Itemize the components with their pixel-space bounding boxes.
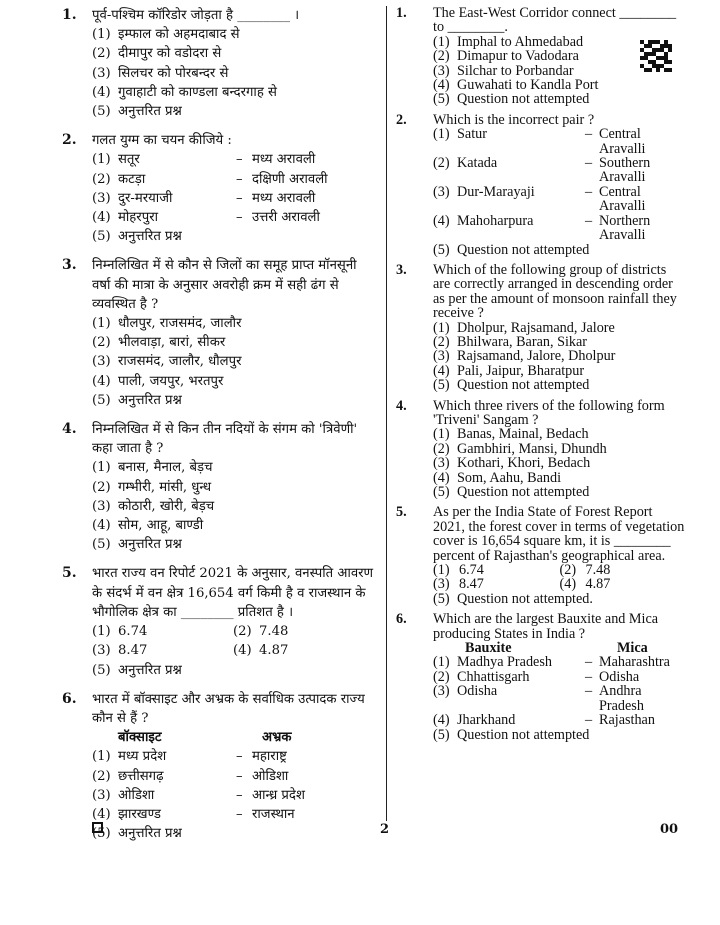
pair-right: आन्ध्र प्रदेश (252, 787, 305, 803)
option (560, 563, 687, 577)
option (433, 442, 686, 456)
pair-dash: – (236, 152, 243, 168)
option (92, 478, 374, 497)
option-number: (1) (433, 33, 450, 50)
option (433, 563, 560, 577)
option-number: (5) (92, 229, 111, 245)
option-number: (5) (92, 826, 111, 842)
page-marker-square (92, 822, 103, 833)
pair-left: Odisha (457, 683, 498, 700)
option-text: अनुत्तरित प्रश्न (118, 662, 182, 678)
option-pair (118, 170, 374, 189)
option (433, 670, 686, 684)
pair-left: Mahoharpura (457, 212, 534, 229)
pair-dash: – (585, 654, 593, 671)
option (433, 335, 686, 349)
option-number: (3) (433, 683, 450, 700)
question-gap (92, 680, 374, 690)
option-text: Dholpur, Rajsamand, Jalore (457, 319, 615, 336)
option (92, 314, 374, 333)
qr-code (640, 40, 672, 72)
pair-dash: – (236, 768, 243, 784)
pair-dash: – (585, 668, 593, 685)
option-text: सोम, आहू, बाण्डी (118, 518, 204, 534)
option-number: (5) (92, 104, 111, 120)
option-pair (118, 805, 374, 824)
option (92, 227, 374, 246)
pair-right: Southern Aravalli (599, 155, 651, 186)
option-number: (2) (433, 155, 450, 172)
option-text: अनुत्तरित प्रश्न (118, 229, 182, 245)
question-stem: भारत राज्य वन रिपोर्ट 2021 के अनुसार, वनस्पति आवरण के संदर्भ में वन क्षेत्र 16,654 वर्ग किमी है व राजस्थान के भौगोलिक क्षेत्र का ________ प्रतिशत है । (92, 566, 374, 620)
question-gap (92, 410, 374, 420)
pair-left: Jharkhand (457, 712, 516, 729)
option-row (92, 622, 374, 641)
pair-right: दक्षिणी अरावली (252, 171, 328, 187)
option (92, 747, 374, 766)
option-number: (4) (559, 576, 577, 593)
option-number: (3) (92, 498, 111, 514)
option-text: गम्भीरी, मांसी, धुन्ध (118, 479, 212, 495)
option-text: Rajsamand, Jalore, Dholpur (457, 348, 616, 365)
option (433, 577, 560, 591)
question-stem: निम्नलिखित में से कौन से जिलों का समूह प्राप्त मॉनसूनी वर्षा की मात्रा के अनुसार अवरोही क्रम में सही ढंग से व्यवस्थित है ? (92, 258, 357, 312)
question-number: 3. (62, 257, 77, 274)
option-number: (2) (433, 333, 450, 350)
option-text: Question not attempted (457, 241, 590, 258)
question (62, 256, 374, 410)
option-number: (4) (233, 643, 252, 659)
option-text: अनुत्तरित प्रश्न (118, 537, 182, 553)
option (92, 458, 374, 477)
question (396, 113, 686, 257)
question-body (92, 690, 374, 844)
option (92, 170, 374, 189)
option (92, 516, 374, 535)
question (396, 505, 686, 606)
pair-left: दुर-मरयाजी (118, 190, 173, 206)
option-number: (1) (92, 152, 111, 168)
paper-code: 00 (660, 822, 679, 837)
option (92, 767, 374, 786)
question-body (92, 564, 374, 679)
question-stem: निम्नलिखित में से किन तीन नदियों के संगम को 'त्रिवेणी' कहा जाता है ? (92, 422, 358, 457)
pair-left: कटड़ा (118, 171, 146, 187)
pair-header-right: अभ्रक (262, 730, 292, 746)
option-pair (118, 208, 374, 227)
option (433, 243, 686, 257)
question-number: 5. (396, 504, 407, 521)
option (433, 471, 686, 485)
question (62, 564, 374, 679)
option-number: (2) (233, 624, 252, 640)
option (92, 497, 374, 516)
question-gap (92, 246, 374, 256)
pair-right: Odisha (599, 668, 640, 685)
question-body (92, 131, 374, 246)
pair-headers (433, 641, 686, 655)
option-number: (5) (433, 590, 450, 607)
option-number: (4) (433, 712, 450, 729)
option-number: (1) (92, 316, 111, 332)
question-gap (92, 121, 374, 131)
question-gap (92, 843, 374, 853)
english-column (396, 6, 686, 748)
pair-dash: – (585, 126, 593, 143)
option-number: (1) (433, 426, 450, 443)
question (396, 399, 686, 500)
question-number: 6. (62, 690, 77, 707)
option (433, 321, 686, 335)
option (433, 214, 686, 243)
option-text: 7.48 (585, 562, 611, 579)
pair-right: मध्य अरावली (252, 152, 316, 168)
option-pair (457, 214, 686, 243)
pair-right: उत्तरी अरावली (252, 210, 320, 226)
question (396, 263, 686, 393)
option (92, 372, 374, 391)
pair-header-right: Mica (617, 640, 648, 657)
option (92, 661, 374, 680)
option (433, 485, 686, 499)
option (92, 333, 374, 352)
option-number: (3) (92, 787, 111, 803)
option-number: (2) (92, 768, 111, 784)
option-number: (4) (92, 373, 111, 389)
question-body (396, 263, 686, 393)
option-pair (118, 150, 374, 169)
option-text: दीमापुर को वडोदरा से (118, 46, 222, 62)
option-number: (3) (433, 455, 450, 472)
option-number: (3) (92, 643, 111, 659)
pair-dash: – (585, 683, 593, 700)
pair-left: झारखण्ड (118, 806, 161, 822)
option (433, 728, 686, 742)
pair-dash: – (585, 183, 593, 200)
question (62, 420, 374, 554)
pair-right: Maharashtra (599, 654, 670, 671)
pair-left: Chhattisgarh (457, 668, 530, 685)
option-number: (5) (433, 484, 450, 500)
option (233, 622, 374, 641)
question-stem: पूर्व-पश्चिम कॉरिडोर जोड़ता है ________ । (92, 8, 300, 23)
option-text: Pali, Jaipur, Bharatpur (457, 362, 585, 379)
option-number: (2) (433, 48, 450, 65)
option-pair (457, 670, 686, 684)
option-pair (118, 189, 374, 208)
option-text: 7.48 (259, 624, 289, 640)
option-text: कोठारी, खोरी, बेड़च (118, 498, 215, 514)
option-text: Question not attempted (457, 377, 590, 394)
option (92, 25, 374, 44)
option-text: Silchar to Porbandar (457, 62, 574, 79)
option (92, 208, 374, 227)
option-text: Question not attempted (457, 484, 590, 500)
option (92, 352, 374, 371)
option (433, 684, 686, 713)
option-text: 4.87 (259, 643, 289, 659)
option-row (92, 641, 374, 660)
option (433, 92, 686, 106)
option-text: अनुत्तरित प्रश्न (118, 392, 182, 408)
question-number: 1. (62, 7, 77, 23)
question-gap (396, 742, 686, 748)
option (92, 102, 374, 121)
question-number: 1. (396, 5, 407, 21)
option (433, 456, 686, 470)
option-pair (457, 713, 686, 727)
option-text: गुवाहाटी को काण्डला बन्दरगाह से (118, 84, 277, 100)
pair-left: मध्य प्रदेश (118, 749, 167, 765)
pair-left: Katada (457, 155, 498, 172)
option (233, 641, 374, 660)
option (433, 127, 686, 156)
option-number: (1) (433, 126, 450, 143)
question-stem: Which of the following group of districts are correctly arranged in descending order as per the amount of monsoon rainfall they receive ? (433, 261, 677, 322)
option (92, 641, 233, 660)
option-number: (1) (92, 624, 111, 640)
option (92, 189, 374, 208)
option-number: (2) (433, 668, 450, 685)
option (92, 622, 233, 641)
option-number: (1) (92, 749, 111, 765)
option-text: Question not attempted (457, 91, 590, 108)
option-number: (4) (92, 806, 111, 822)
option-text: राजसमंद, जालौर, धौलपुर (118, 354, 242, 370)
pair-left: मोहरपुरा (118, 210, 158, 226)
option-text: बनास, मैनाल, बेड़च (118, 460, 213, 476)
option (433, 78, 686, 92)
option-number: (3) (92, 354, 111, 370)
pair-dash: – (236, 749, 243, 765)
pair-left: Dur-Marayaji (457, 183, 535, 200)
question-body (396, 612, 686, 742)
pair-headers (92, 728, 374, 747)
question-body (396, 505, 686, 606)
option-number: (3) (92, 65, 111, 81)
option-number: (2) (559, 562, 577, 579)
option-number: (4) (92, 518, 111, 534)
question (396, 612, 686, 742)
option-text: धौलपुर, राजसमंद, जालौर (118, 316, 242, 332)
option-number: (3) (433, 62, 450, 79)
pair-header-left: Bauxite (465, 640, 512, 657)
option (92, 786, 374, 805)
pair-right: Central Aravalli (599, 183, 646, 215)
pair-dash: – (236, 190, 243, 206)
option-text: अनुत्तरित प्रश्न (118, 826, 182, 842)
pair-right: Northern Aravalli (599, 212, 651, 244)
option (92, 64, 374, 83)
option (433, 185, 686, 214)
pair-right: Andhra Pradesh (599, 683, 644, 714)
question-stem: The East-West Corridor connect ________ to ________. (433, 5, 677, 36)
question-number: 2. (62, 132, 77, 149)
option-number: (4) (433, 469, 450, 486)
option-text: Banas, Mainal, Bedach (457, 426, 589, 443)
option-text: Guwahati to Kandla Port (457, 77, 599, 94)
question-body (396, 113, 686, 257)
option (92, 535, 374, 554)
option-number: (2) (92, 171, 111, 187)
pair-left: छत्तीसगढ़ (118, 768, 164, 784)
option-number: (4) (433, 77, 450, 94)
option-number: (4) (433, 362, 450, 379)
option-text: भीलवाड़ा, बारां, सीकर (118, 335, 226, 351)
option-text: Gambhiri, Mansi, Dhundh (457, 440, 607, 457)
option-text: 8.47 (459, 576, 484, 593)
question-body (92, 6, 374, 121)
question-stem: Which are the largest Bauxite and Mica producing States in India ? (433, 611, 659, 642)
option-text: 6.74 (459, 562, 484, 579)
question-number: 4. (62, 421, 77, 438)
option-number: (2) (92, 479, 111, 495)
pair-left: ओडिशा (118, 787, 155, 803)
option (92, 824, 374, 843)
pair-right: मध्य अरावली (252, 190, 316, 206)
pair-dash: – (236, 806, 243, 822)
option (92, 805, 374, 824)
pair-right: राजस्थान (252, 806, 295, 822)
pair-dash: – (236, 787, 243, 803)
option-row (433, 563, 686, 577)
option-number: (2) (92, 46, 111, 62)
pair-right: Central Aravalli (599, 126, 646, 157)
option-number: (1) (92, 27, 111, 43)
question-stem: भारत में बॉक्साइट और अभ्रक के सर्वाधिक उत्पादक राज्य कौन से हैं ? (92, 691, 365, 726)
hindi-column (62, 6, 374, 853)
pair-left: सतूर (118, 152, 140, 168)
option-text: Bhilwara, Baran, Sikar (457, 333, 588, 350)
pair-dash: – (585, 155, 593, 172)
question-body (92, 420, 374, 554)
question-stem: As per the India State of Forest Report 2021, the forest cover in terms of vegetation cover is 16,654 square km, it is ________ percent of Rajasthan's geographical area. (433, 504, 685, 564)
option-text: इम्फाल को अहमदाबाद से (118, 27, 240, 43)
option-number: (5) (92, 537, 111, 553)
question-body (92, 256, 374, 410)
question (62, 131, 374, 246)
column-divider (386, 6, 387, 821)
question (62, 690, 374, 844)
option-number: (5) (433, 377, 450, 394)
question-stem: गलत युग्म का चयन कीजिये : (92, 133, 232, 149)
option-text: Question not attempted (457, 726, 590, 743)
option-number: (5) (92, 662, 111, 678)
question-number: 3. (396, 261, 407, 278)
option (92, 83, 374, 102)
question-number: 6. (396, 611, 407, 628)
page-number: 2 (380, 822, 390, 837)
pair-dash: – (236, 210, 243, 226)
option (433, 156, 686, 185)
question (62, 6, 374, 121)
question-body (396, 399, 686, 500)
option-text: अनुत्तरित प्रश्न (118, 104, 182, 120)
option-text: Dimapur to Vadodara (457, 48, 579, 65)
option-row (433, 577, 686, 591)
option-pair (118, 786, 374, 805)
pair-right: Rajasthan (599, 712, 655, 729)
option (92, 391, 374, 410)
question-number: 5. (62, 565, 77, 582)
option-number: (1) (433, 562, 450, 579)
pair-dash: – (585, 712, 593, 729)
option-pair (457, 185, 686, 214)
option-text: Imphal to Ahmedabad (457, 33, 584, 50)
option-text: सिलचर को पोरबन्दर से (118, 65, 229, 81)
option-number: (1) (433, 654, 450, 671)
option-number: (3) (433, 576, 450, 593)
option-pair (457, 655, 686, 669)
option-number: (3) (433, 183, 450, 200)
option-number: (2) (433, 440, 450, 457)
pair-dash: – (585, 212, 593, 229)
option-number: (5) (92, 392, 111, 408)
option-text: Kothari, Khori, Bedach (457, 455, 591, 472)
option-number: (3) (433, 348, 450, 365)
option (433, 655, 686, 669)
option-pair (457, 684, 686, 713)
option (433, 378, 686, 392)
option-text: Som, Aahu, Bandi (457, 469, 562, 486)
pair-right: महाराष्ट्र (252, 749, 287, 765)
option (433, 713, 686, 727)
option-pair (118, 747, 374, 766)
pair-header-left: बॉक्साइट (118, 730, 162, 746)
option (92, 44, 374, 63)
option-number: (5) (433, 726, 450, 743)
option-pair (118, 767, 374, 786)
pair-left: Satur (457, 126, 487, 143)
question-stem: Which three rivers of the following form 'Triveni' Sangam ? (433, 397, 665, 428)
question-gap (92, 554, 374, 564)
option (433, 427, 686, 441)
option-number: (4) (92, 84, 111, 100)
option-number: (1) (433, 319, 450, 336)
option-text: पाली, जयपुर, भरतपुर (118, 373, 224, 389)
option (92, 150, 374, 169)
option-text: 6.74 (118, 624, 148, 640)
option (433, 349, 686, 363)
option-pair (457, 127, 686, 156)
option (560, 577, 687, 591)
option-number: (1) (92, 460, 111, 476)
option-pair (457, 156, 686, 185)
pair-dash: – (236, 171, 243, 187)
pair-left: Madhya Pradesh (457, 654, 552, 671)
option-text: 8.47 (118, 643, 148, 659)
option-text: 4.87 (585, 576, 611, 593)
question-stem: Which is the incorrect pair ? (433, 111, 595, 128)
question-number: 2. (396, 111, 407, 128)
option (433, 364, 686, 378)
option-number: (2) (92, 335, 111, 351)
option-number: (4) (92, 210, 111, 226)
pair-right: ओडिशा (252, 768, 289, 784)
option (433, 592, 686, 606)
option-number: (4) (433, 212, 450, 229)
option-number: (5) (433, 241, 450, 258)
question-number: 4. (396, 397, 407, 414)
option-number: (5) (433, 91, 450, 108)
option-text: Question not attempted. (457, 590, 593, 607)
option-number: (3) (92, 190, 111, 206)
